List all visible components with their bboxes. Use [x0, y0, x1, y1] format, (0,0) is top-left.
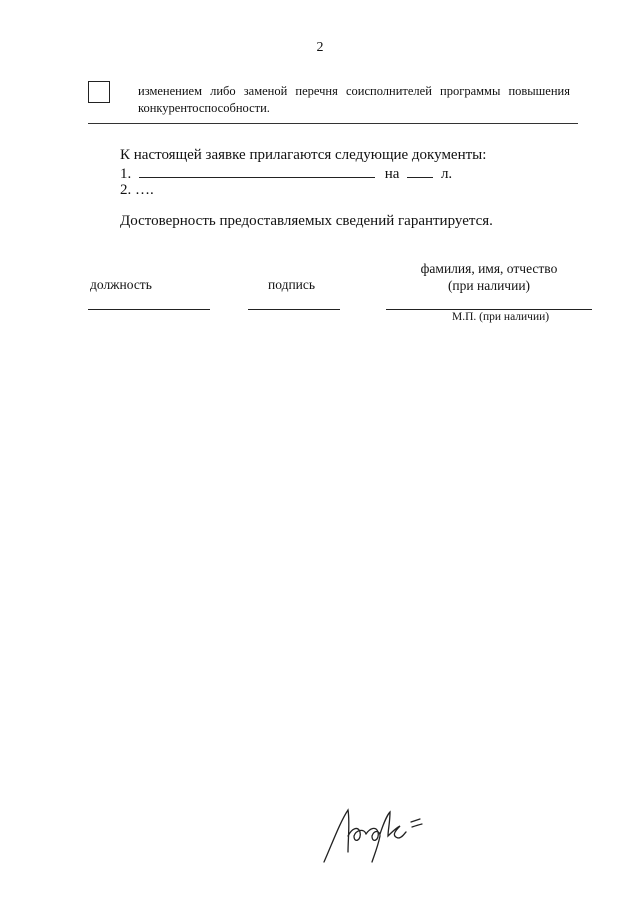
- fio-label-line2: (при наличии): [447, 278, 531, 293]
- attachment-item-1-title-blank[interactable]: [139, 164, 375, 178]
- fio-label-line1: фамилия, имя, отчество: [420, 261, 558, 276]
- fio-field-line[interactable]: [386, 309, 592, 310]
- attachments-intro: К настоящей заявке прилагаются следующие документы:: [120, 147, 487, 163]
- signature-label: подпись: [268, 277, 316, 292]
- attachment-item-2: 2. ….: [120, 182, 154, 198]
- attachment-item-1-number: 1.: [120, 166, 132, 182]
- fio-label: [386, 260, 592, 294]
- attachment-item-1-sheets-blank[interactable]: [407, 164, 433, 178]
- section-divider: [88, 123, 578, 124]
- attachment-item-1: [120, 164, 452, 183]
- checkbox-item-text: [138, 83, 570, 117]
- guarantee-statement: Достоверность предоставляемых сведений гарантируется.: [120, 213, 493, 229]
- position-field-line[interactable]: [88, 309, 210, 310]
- stamp-note: М.П. (при наличии): [452, 311, 550, 323]
- option-checkbox[interactable]: [88, 81, 110, 103]
- checkbox-item-line2: конкурентоспособности.: [138, 101, 270, 115]
- handwritten-signature: [318, 800, 428, 870]
- position-label: должность: [90, 277, 152, 292]
- signature-field-line[interactable]: [248, 309, 340, 310]
- attachment-item-1-on-label: на: [384, 166, 400, 182]
- checkbox-item-line1: изменением либо заменой перечня соисполнителей программы повышения: [138, 84, 570, 98]
- attachment-item-1-sheets-label: л.: [440, 166, 453, 182]
- page-number: 2: [316, 40, 324, 55]
